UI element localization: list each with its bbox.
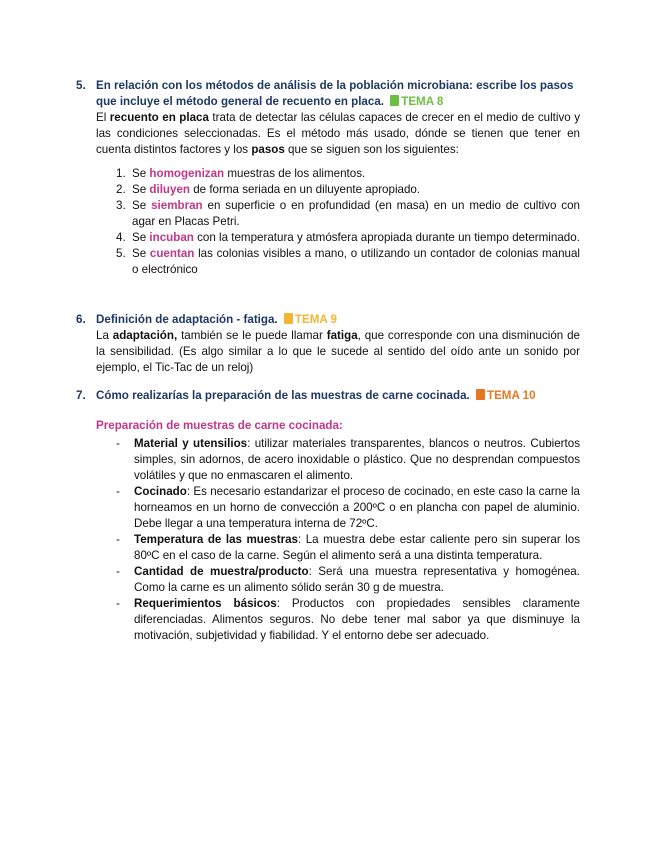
bullet-dash: -: [116, 597, 120, 610]
question-5-heading-text: En relación con los métodos de análisis de la población microbiana: escribe los pasos que incluye el método general de recuento en placa.: [96, 79, 574, 108]
bullet-dash: -: [116, 437, 120, 450]
steps-list: [96, 166, 580, 278]
step-keyword: diluyen: [149, 183, 190, 196]
bullet-dash: -: [116, 565, 120, 578]
requirements-list: [96, 436, 580, 644]
question-7-number: 7.: [76, 389, 86, 402]
intro-text-2: trata de detectar las células capaces de crecer en el medio de cultivo y las condiciones seleccionadas. Es el método más usado, dónde se tienen que tener en cuenta distintos factores y los: [96, 111, 580, 156]
step-keyword: incuban: [149, 231, 194, 244]
list-item: [96, 564, 580, 596]
bullet-dash: -: [116, 533, 120, 546]
step-keyword: siembran: [151, 199, 203, 212]
body-text-2: también se le puede llamar: [177, 329, 327, 342]
list-item: [96, 166, 580, 182]
question-5-heading: [76, 78, 580, 110]
list-item: [96, 484, 580, 532]
item-text: : Productos con propiedades sensibles claramente diferenciadas. Alimentos seguros. No debe tener mal sabor ya que disminuye la motivación, subjetividad y fiabilidad. Y el entorno debe ser adecuado.: [134, 597, 580, 642]
question-5: [76, 78, 581, 278]
body-text-3: , que corresponde con una disminución de la sensibilidad. (Es algo similar a lo que le sucede al sentido del oído ante un sonido por ejemplo, el Tic-Tac de un reloj): [96, 329, 580, 374]
list-item: [96, 182, 580, 198]
item-text: : La muestra debe estar caliente pero sin superar los 80ºC en el caso de la carne. Según el alimento será a una distinta temperatura.: [134, 533, 580, 562]
bullet-dash: -: [116, 485, 120, 498]
item-label: Material y utensilios: [134, 437, 248, 450]
list-item: [96, 246, 580, 278]
step-pre: Se: [132, 231, 150, 244]
question-5-intro: [96, 110, 580, 158]
step-number: 4.: [116, 231, 126, 244]
step-number: 2.: [116, 183, 126, 196]
step-pre: Se: [132, 183, 150, 196]
step-number: 3.: [116, 199, 126, 212]
step-text: con la temperatura y atmósfera apropiada durante un tiempo determinado.: [193, 231, 580, 244]
step-text: de forma seriada en un diluyente apropiado.: [190, 183, 421, 196]
list-item: [96, 230, 580, 246]
question-6-heading-text: Definición de adaptación - fatiga.: [96, 313, 278, 326]
tema-9-label: TEMA 9: [294, 313, 337, 326]
step-text: las colonias visibles a mano, o utilizando un contador de colonias manual o electrónico: [132, 247, 580, 276]
question-6-number: 6.: [76, 313, 86, 326]
tema-8-label: TEMA 8: [401, 95, 444, 108]
body-bold-adaptacion: adaptación,: [112, 329, 178, 342]
question-7: [76, 388, 580, 644]
step-pre: Se: [132, 167, 150, 180]
tema-10-book-icon: [476, 389, 485, 400]
question-6-heading: [76, 312, 580, 328]
list-item: [96, 532, 580, 564]
tema-9-book-icon: [284, 313, 293, 324]
step-pre: Se: [132, 247, 150, 260]
step-number: 5.: [116, 247, 126, 260]
item-label: Requerimientos básicos: [134, 597, 277, 610]
intro-text-1: El: [96, 111, 110, 124]
step-text: en superficie o en profundidad (en masa) en un medio de cultivo con agar en Placas Petri.: [132, 199, 581, 228]
tema-10-label: TEMA 10: [486, 389, 536, 402]
tema-8-book-icon: [390, 95, 399, 106]
step-number: 1.: [116, 167, 126, 180]
list-item: [96, 198, 580, 230]
body-text-1: La: [96, 329, 113, 342]
step-text: muestras de los alimentos.: [224, 167, 366, 180]
question-7-heading-text: Cómo realizarías la preparación de las muestras de carne cocinada.: [96, 389, 470, 402]
question-6: [76, 312, 580, 376]
intro-text-3: que se siguen son los siguientes:: [284, 143, 459, 156]
item-label: Cantidad de muestra/producto: [134, 565, 309, 578]
list-item: [96, 596, 580, 644]
question-5-number: 5.: [76, 79, 86, 92]
step-pre: Se: [132, 199, 152, 212]
question-6-body: [96, 328, 580, 376]
step-keyword: homogenizan: [149, 167, 225, 180]
item-text: : utilizar materiales transparentes, blancos o neutros. Cubiertos simples, sin adornos, de acero inoxidable o plástico. Que no desprendan compuestos volátiles y que no enmascaren el alimento.: [134, 437, 580, 482]
body-bold-fatiga: fatiga: [326, 329, 358, 342]
question-7-heading: [76, 388, 580, 404]
intro-bold-pasos: pasos: [251, 143, 285, 156]
item-text: : Es necesario estandarizar el proceso de cocinado, en este caso la carne la horneamos en un horno de convección a 200ºC o en plancha con papel de aluminio. Debe llegar a una temperatura interna de 72ºC.: [134, 485, 580, 530]
list-item: [96, 436, 580, 484]
item-label: Cocinado: [134, 485, 187, 498]
item-text: : Será una muestra representativa y homogénea. Como la carne es un alimento sólido serán 30 g de muestra.: [134, 565, 580, 594]
intro-bold-recuento: recuento en placa: [109, 111, 209, 124]
question-7-subtitle: Preparación de muestras de carne cocinada:: [96, 419, 343, 432]
step-keyword: cuentan: [149, 247, 195, 260]
item-label: Temperatura de las muestras: [134, 533, 299, 546]
